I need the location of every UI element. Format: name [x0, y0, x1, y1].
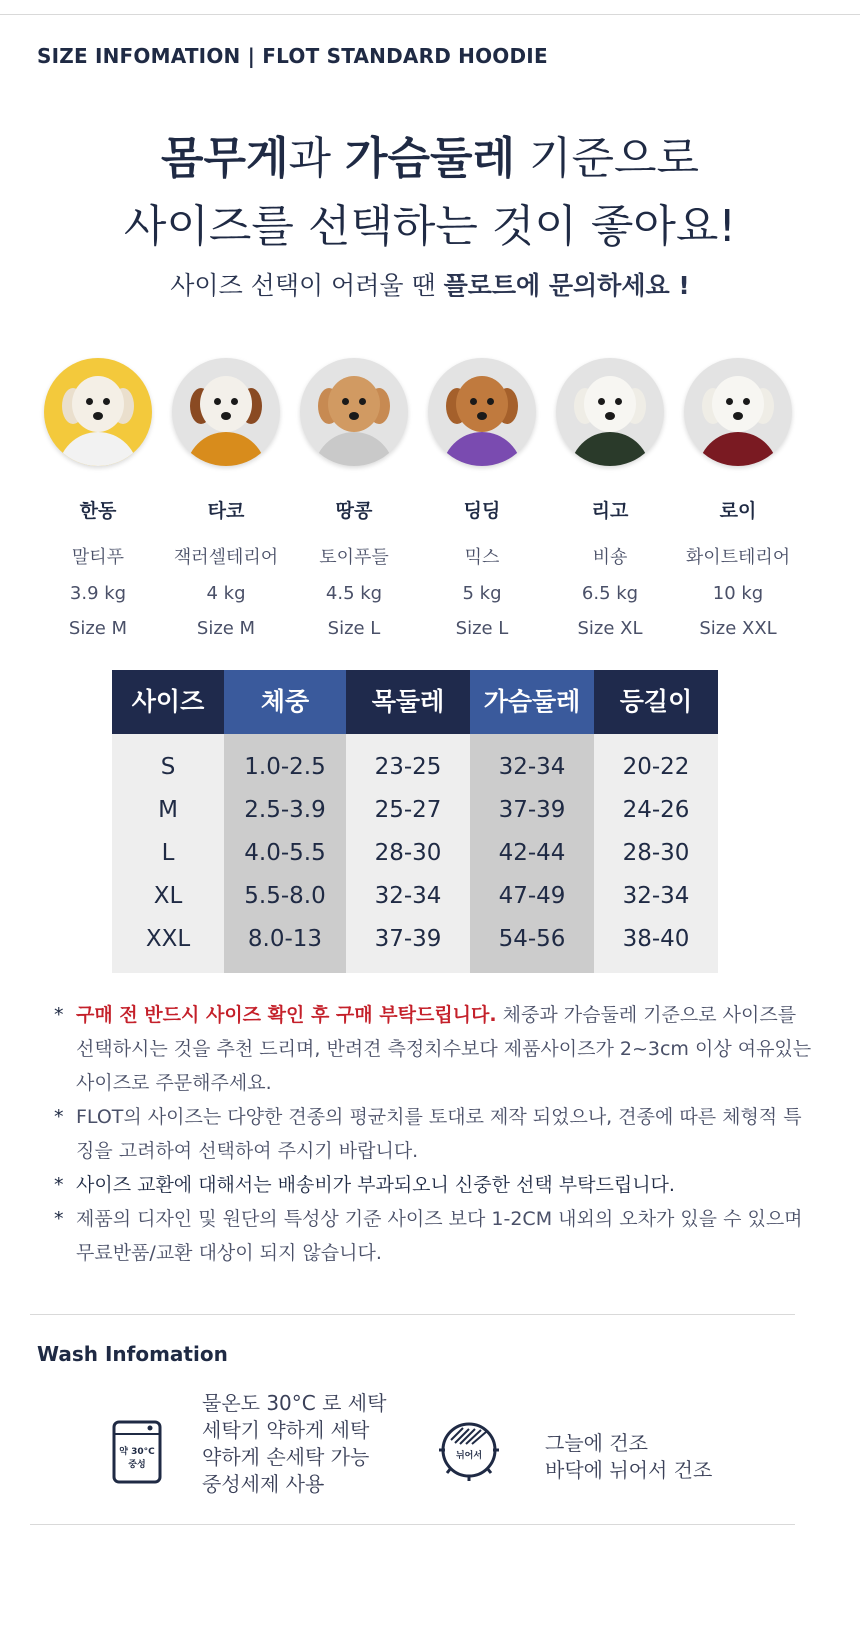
- dog-breed: 믹스: [464, 547, 500, 568]
- header-neck: 목둘레: [346, 670, 470, 734]
- dog-size: Size L: [327, 618, 381, 639]
- wash-title: Wash Infomation: [37, 1342, 228, 1366]
- note-item: [54, 1168, 814, 1202]
- dog-name: 땅콩: [335, 500, 373, 522]
- note-text: 체중과 가슴둘레 기준으로 사이즈를 선택하시는 것을 추천 드리며, 반려견 측정치수보다 제품사이즈가 2~3cm 이상 여유있는 사이즈로 주문해주세요.: [76, 1004, 812, 1094]
- note-text: 사이즈 교환에 대해서는 배송비가 부과되오니 신중한 선택 부탁드립니다.: [76, 1174, 675, 1196]
- note-warning: 구매 전 반드시 사이즈 확인 후 구매 부탁드립니다.: [76, 1004, 497, 1026]
- wash-temp-label: 약 30°C: [119, 1447, 155, 1457]
- table-row: [112, 918, 718, 973]
- dry-flat-label: 뉘어서: [455, 1451, 483, 1461]
- table-row: [112, 789, 718, 832]
- dog-weight: 4 kg: [206, 583, 246, 604]
- header-chest: 가슴둘레: [470, 670, 594, 734]
- chest-cell: 47-49: [470, 875, 594, 918]
- neck-cell: 23-25: [346, 734, 470, 789]
- dog-name: 딩딩: [463, 500, 501, 522]
- contact-link: 플로트에 문의하세요 !: [443, 271, 690, 300]
- wash-line: 물온도 30°C 로 세탁: [202, 1391, 387, 1415]
- dog-breed: 화이트테리어: [685, 547, 791, 568]
- dog-name: 로이: [719, 500, 757, 522]
- dog-breed: 토이푸들: [319, 547, 389, 568]
- dog-weight: 10 kg: [712, 583, 764, 604]
- subheadline: [0, 266, 860, 302]
- header-size: 사이즈: [112, 670, 224, 734]
- note-text: 제품의 디자인 및 원단의 특성상 기준 사이즈 보다 1-2CM 내외의 오차가 있을 수 있으며 무료반품/교환 대상이 되지 않습니다.: [76, 1208, 803, 1264]
- weight-cell: 8.0-13: [224, 918, 346, 973]
- back-length-cell: 28-30: [594, 832, 718, 875]
- header-back-length: 등길이: [594, 670, 718, 734]
- dry-line: 그늘에 건조: [545, 1431, 648, 1455]
- dog-size: Size XL: [577, 618, 643, 639]
- dog-model-list: [30, 358, 830, 658]
- chest-cell: 32-34: [470, 734, 594, 789]
- size-table-header: [112, 670, 718, 734]
- neck-cell: 28-30: [346, 832, 470, 875]
- dog-size: Size M: [196, 618, 256, 639]
- size-table: [112, 670, 718, 973]
- dog-name: 리고: [591, 500, 629, 522]
- headline-text: 과: [288, 133, 345, 184]
- neck-cell: 32-34: [346, 875, 470, 918]
- chest-cell: 42-44: [470, 832, 594, 875]
- headline-bold-weight: 몸무게: [160, 133, 289, 184]
- top-divider: [0, 14, 860, 15]
- header-weight: 체중: [224, 670, 346, 734]
- note-item: [54, 1202, 814, 1270]
- wash-detergent-label: 중성: [128, 1460, 146, 1470]
- page-header: SIZE INFOMATION | FLOT STANDARD HOODIE: [37, 44, 548, 68]
- bullet-asterisk: *: [54, 1174, 64, 1196]
- dry-instructions: [545, 1430, 712, 1484]
- dog-size: Size XXL: [699, 618, 777, 639]
- headline-text: 기준으로: [515, 133, 700, 184]
- wash-line: 세탁기 약하게 세탁: [202, 1418, 370, 1442]
- note-item: [54, 1100, 814, 1168]
- neck-cell: 25-27: [346, 789, 470, 832]
- back-length-cell: 38-40: [594, 918, 718, 973]
- weight-cell: 2.5-3.9: [224, 789, 346, 832]
- dog-photo: [684, 358, 792, 466]
- back-length-cell: 32-34: [594, 875, 718, 918]
- chest-cell: 37-39: [470, 789, 594, 832]
- wash-line: 약하게 손세탁 가능: [202, 1445, 370, 1469]
- dog-photo: [300, 358, 408, 466]
- note-item: [54, 998, 814, 1100]
- note-text: FLOT의 사이즈는 다양한 견종의 평균치를 토대로 제작 되었으나, 견종에 따른 체형적 특징을 고려하여 선택하여 주시기 바랍니다.: [76, 1106, 802, 1162]
- dog-photo: [556, 358, 664, 466]
- table-row: [112, 875, 718, 918]
- dog-weight: 4.5 kg: [325, 583, 383, 604]
- neck-cell: 37-39: [346, 918, 470, 973]
- back-length-cell: 20-22: [594, 734, 718, 789]
- weight-cell: 1.0-2.5: [224, 734, 346, 789]
- dog-weight: 5 kg: [462, 583, 502, 604]
- bottom-divider: [30, 1524, 795, 1525]
- size-cell: XXL: [112, 918, 224, 973]
- dog-size: Size L: [455, 618, 509, 639]
- bullet-asterisk: *: [54, 1208, 64, 1230]
- back-length-cell: 24-26: [594, 789, 718, 832]
- washing-machine-icon: [112, 1420, 162, 1488]
- bullet-asterisk: *: [54, 1004, 64, 1026]
- chest-cell: 54-56: [470, 918, 594, 973]
- wash-line: 중성세제 사용: [202, 1472, 325, 1496]
- wash-instructions: [202, 1390, 386, 1498]
- dog-card: [658, 358, 818, 639]
- dog-breed: 잭러셀테리어: [173, 547, 279, 568]
- dry-flat-shade-icon: [437, 1418, 501, 1486]
- weight-cell: 5.5-8.0: [224, 875, 346, 918]
- table-row: [112, 832, 718, 875]
- headline-line-1: [0, 122, 860, 186]
- size-notes: [54, 998, 814, 1270]
- dog-name: 타코: [207, 500, 245, 522]
- size-cell: XL: [112, 875, 224, 918]
- dog-weight: 6.5 kg: [581, 583, 639, 604]
- weight-cell: 4.0-5.5: [224, 832, 346, 875]
- dog-breed: 비숑: [592, 547, 628, 568]
- bullet-asterisk: *: [54, 1106, 64, 1128]
- subheadline-text: 사이즈 선택이 어려울 땐: [170, 271, 444, 300]
- size-cell: S: [112, 734, 224, 789]
- headline-line-2: 사이즈를 선택하는 것이 좋아요!: [123, 201, 737, 252]
- dog-weight: 3.9 kg: [69, 583, 127, 604]
- dog-photo: [172, 358, 280, 466]
- dog-name: 한동: [79, 500, 117, 522]
- size-cell: L: [112, 832, 224, 875]
- section-divider: [30, 1314, 795, 1315]
- size-table-body: [112, 734, 718, 973]
- dog-size: Size M: [68, 618, 128, 639]
- headline-bold-chest: 가슴둘레: [344, 133, 515, 184]
- table-row: [112, 734, 718, 789]
- dog-breed: 말티푸: [71, 547, 125, 568]
- dog-photo: [44, 358, 152, 466]
- size-cell: M: [112, 789, 224, 832]
- dry-line: 바닥에 뉘어서 건조: [545, 1458, 713, 1482]
- dog-photo: [428, 358, 536, 466]
